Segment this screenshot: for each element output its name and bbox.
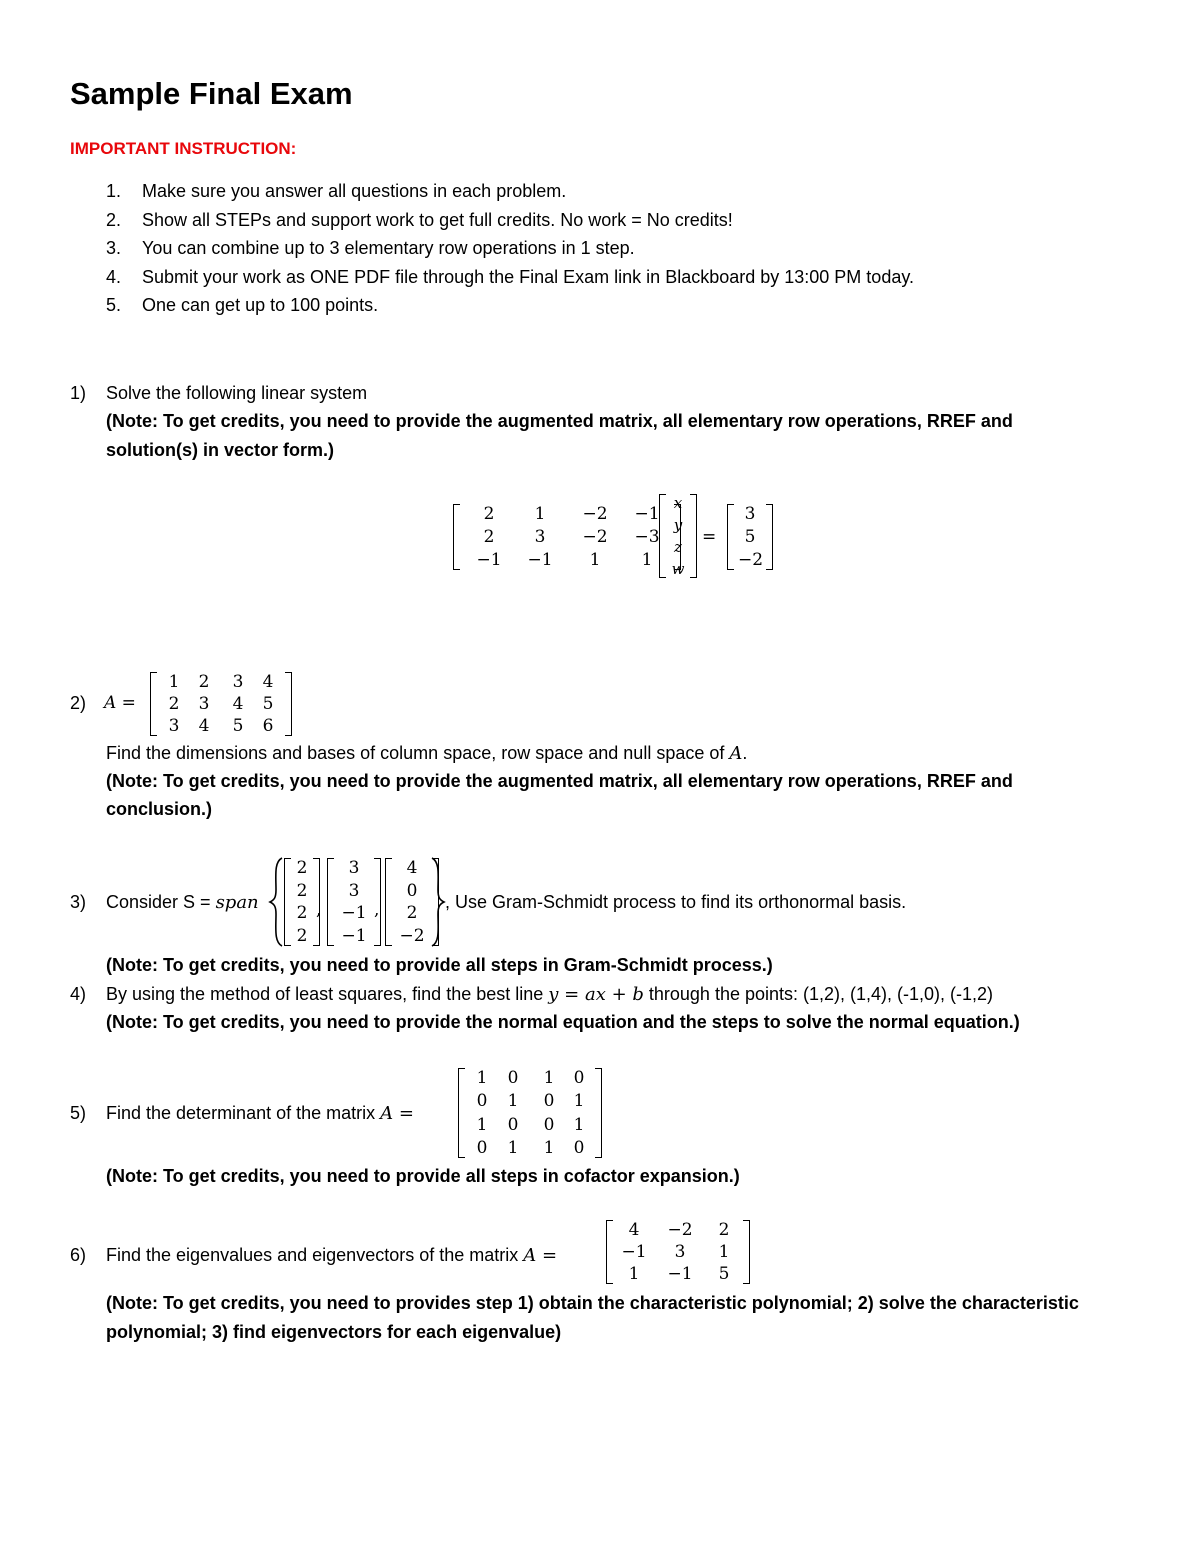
matrix-cell: 1	[628, 1264, 640, 1284]
matrix-cell: 0	[406, 880, 418, 901]
matrix-cell: 1	[589, 550, 601, 570]
matrix-a	[150, 672, 292, 736]
left-brace-icon	[268, 856, 284, 948]
list-item: 5.	[106, 295, 122, 315]
comma: ,	[316, 900, 322, 920]
list-item-text: Submit your work as ONE PDF file through the Final Exam link in Blackboard by 13:00 PM today.	[142, 267, 915, 287]
matrix-cell: 3	[534, 527, 546, 547]
equals-sign: =	[702, 527, 717, 547]
problem-note: (Note: To get credits, you need to provides step 1) obtain the characteristic polynomial; 2) solve the characteristic	[106, 1293, 1079, 1313]
matrix-cell: −2	[399, 925, 425, 946]
comma: ,	[374, 900, 380, 920]
matrix-cell: 1	[573, 1114, 585, 1135]
matrix-cell: 1	[476, 1068, 488, 1088]
matrix-cell: 5	[262, 694, 274, 714]
matrix-cell: 2	[406, 903, 418, 924]
matrix-cell: 0	[507, 1114, 519, 1135]
problem-note: (Note: To get credits, you need to provide the augmented matrix, all elementary row operations, RREF and	[106, 771, 1013, 791]
matrix-cell: 6	[262, 716, 274, 736]
matrix-cell: 4	[198, 716, 210, 736]
vector-2	[327, 858, 381, 946]
problem-number: 3)	[70, 892, 87, 912]
problem-text: Solve the following linear system	[106, 383, 368, 403]
matrix-cell: −1	[341, 903, 367, 924]
coefficient-matrix	[453, 504, 681, 570]
matrix-cell: 0	[543, 1091, 555, 1112]
matrix-cell: 0	[507, 1068, 519, 1088]
list-item: 4.	[106, 267, 122, 287]
matrix-a	[458, 1068, 602, 1158]
matrix-cell: −1	[667, 1264, 693, 1284]
matrix-cell: x	[673, 494, 683, 512]
matrix-cell: z	[674, 538, 682, 556]
matrix-cell: −1	[527, 550, 553, 570]
right-brace-icon	[430, 856, 446, 948]
problem-note: (Note: To get credits, you need to provide the normal equation and the steps to solve the normal equation.)	[106, 1012, 1020, 1032]
variable-vector	[659, 494, 697, 578]
list-item-text: One can get up to 100 points.	[142, 295, 379, 315]
problem-text: Find the eigenvalues and eigenvectors of the matrix A =	[106, 1245, 558, 1266]
matrix-cell: 0	[476, 1137, 488, 1158]
matrix-cell: 3	[674, 1242, 686, 1262]
problem-note: (Note: To get credits, you need to provide all steps in Gram-Schmidt process.)	[106, 955, 773, 975]
matrix-cell: −2	[582, 504, 608, 524]
matrix-cell: 2	[296, 858, 308, 878]
problem-text: Find the determinant of the matrix A =	[106, 1103, 414, 1124]
problem-text: Find the dimensions and bases of column space, row space and null space of A.	[106, 743, 748, 764]
problem-text: , Use Gram-Schmidt process to find its orthonormal basis.	[445, 892, 907, 912]
list-item: 2.	[106, 210, 122, 230]
matrix-cell: 4	[628, 1220, 640, 1240]
matrix-cell: 1	[573, 1091, 585, 1112]
matrix-cell: −2	[667, 1220, 693, 1240]
matrix-a	[606, 1220, 750, 1284]
matrix-cell: 3	[348, 858, 360, 878]
list-item-text: Show all STEPs and support work to get full credits. No work = No credits!	[142, 210, 733, 230]
matrix-cell: 2	[168, 694, 180, 714]
problem-number: 2)	[70, 693, 87, 713]
matrix-cell: 1	[534, 504, 546, 524]
matrix-cell: 0	[573, 1137, 585, 1158]
matrix-cell: y	[673, 516, 683, 534]
matrix-cell: 3	[348, 880, 360, 901]
matrix-cell: −2	[582, 527, 608, 547]
matrix-cell: 2	[296, 880, 308, 901]
problem-number: 1)	[70, 383, 87, 403]
problem-note: polynomial; 3) find eigenvectors for each eigenvalue)	[106, 1322, 562, 1342]
matrix-cell: 2	[718, 1220, 730, 1240]
matrix-cell: 1	[641, 550, 653, 570]
matrix-cell: 1	[507, 1091, 519, 1112]
page-title: Sample Final Exam	[70, 76, 353, 111]
matrix-cell: 2	[296, 903, 308, 924]
matrix-cell: 5	[744, 527, 756, 547]
problem-number: 4)	[70, 984, 87, 1004]
list-item-text: Make sure you answer all questions in each problem.	[142, 181, 567, 201]
problem-number: 6)	[70, 1245, 87, 1265]
list-item: 3.	[106, 238, 122, 258]
matrix-cell: 1	[543, 1068, 555, 1088]
problem-text: Consider S = span	[106, 892, 259, 913]
matrix-cell: 3	[198, 694, 210, 714]
problem-text: By using the method of least squares, find the best line y = ax + b through the points: (1,2), (1,4), (-1,0), (-1,2)	[106, 984, 994, 1005]
matrix-cell: 2	[296, 925, 308, 946]
matrix-cell: 2	[483, 504, 495, 524]
matrix-cell: 1	[507, 1137, 519, 1158]
problem-note: (Note: To get credits, you need to provide the augmented matrix, all elementary row operations, RREF and	[106, 411, 1013, 431]
list-item: 1.	[106, 181, 122, 201]
matrix-cell: 0	[543, 1114, 555, 1135]
problem-note: solution(s) in vector form.)	[106, 440, 335, 460]
matrix-cell: 1	[718, 1242, 730, 1262]
problem-note: (Note: To get credits, you need to provide all steps in cofactor expansion.)	[106, 1166, 740, 1186]
matrix-cell: −2	[738, 550, 764, 570]
matrix-cell: −3	[634, 527, 660, 547]
matrix-cell: w	[671, 560, 685, 578]
matrix-cell: −1	[634, 504, 660, 524]
matrix-cell: 4	[232, 694, 244, 714]
matrix-cell: −1	[341, 925, 367, 946]
matrix-cell: 4	[262, 672, 274, 692]
rhs-vector	[727, 504, 773, 570]
vector-1	[284, 858, 320, 946]
problem-number: 5)	[70, 1103, 87, 1123]
problem-note: conclusion.)	[106, 799, 213, 819]
matrix-cell: 1	[168, 672, 180, 692]
matrix-cell: 3	[168, 716, 180, 736]
matrix-cell: 2	[198, 672, 210, 692]
matrix-cell: 1	[476, 1114, 488, 1135]
matrix-cell: 5	[718, 1264, 730, 1284]
matrix-cell: 3	[744, 504, 756, 524]
matrix-cell: −1	[476, 550, 502, 570]
matrix-cell: 0	[573, 1068, 585, 1088]
matrix-cell: 0	[476, 1091, 488, 1112]
list-item-text: You can combine up to 3 elementary row operations in 1 step.	[142, 238, 635, 258]
matrix-cell: 5	[232, 716, 244, 736]
matrix-label: A =	[104, 693, 136, 713]
matrix-cell: 2	[483, 527, 495, 547]
matrix-cell: 3	[232, 672, 244, 692]
matrix-cell: 4	[406, 858, 418, 878]
matrix-cell: −1	[621, 1242, 647, 1262]
matrix-cell: 1	[543, 1137, 555, 1158]
instruction-heading: IMPORTANT INSTRUCTION:	[70, 139, 297, 158]
